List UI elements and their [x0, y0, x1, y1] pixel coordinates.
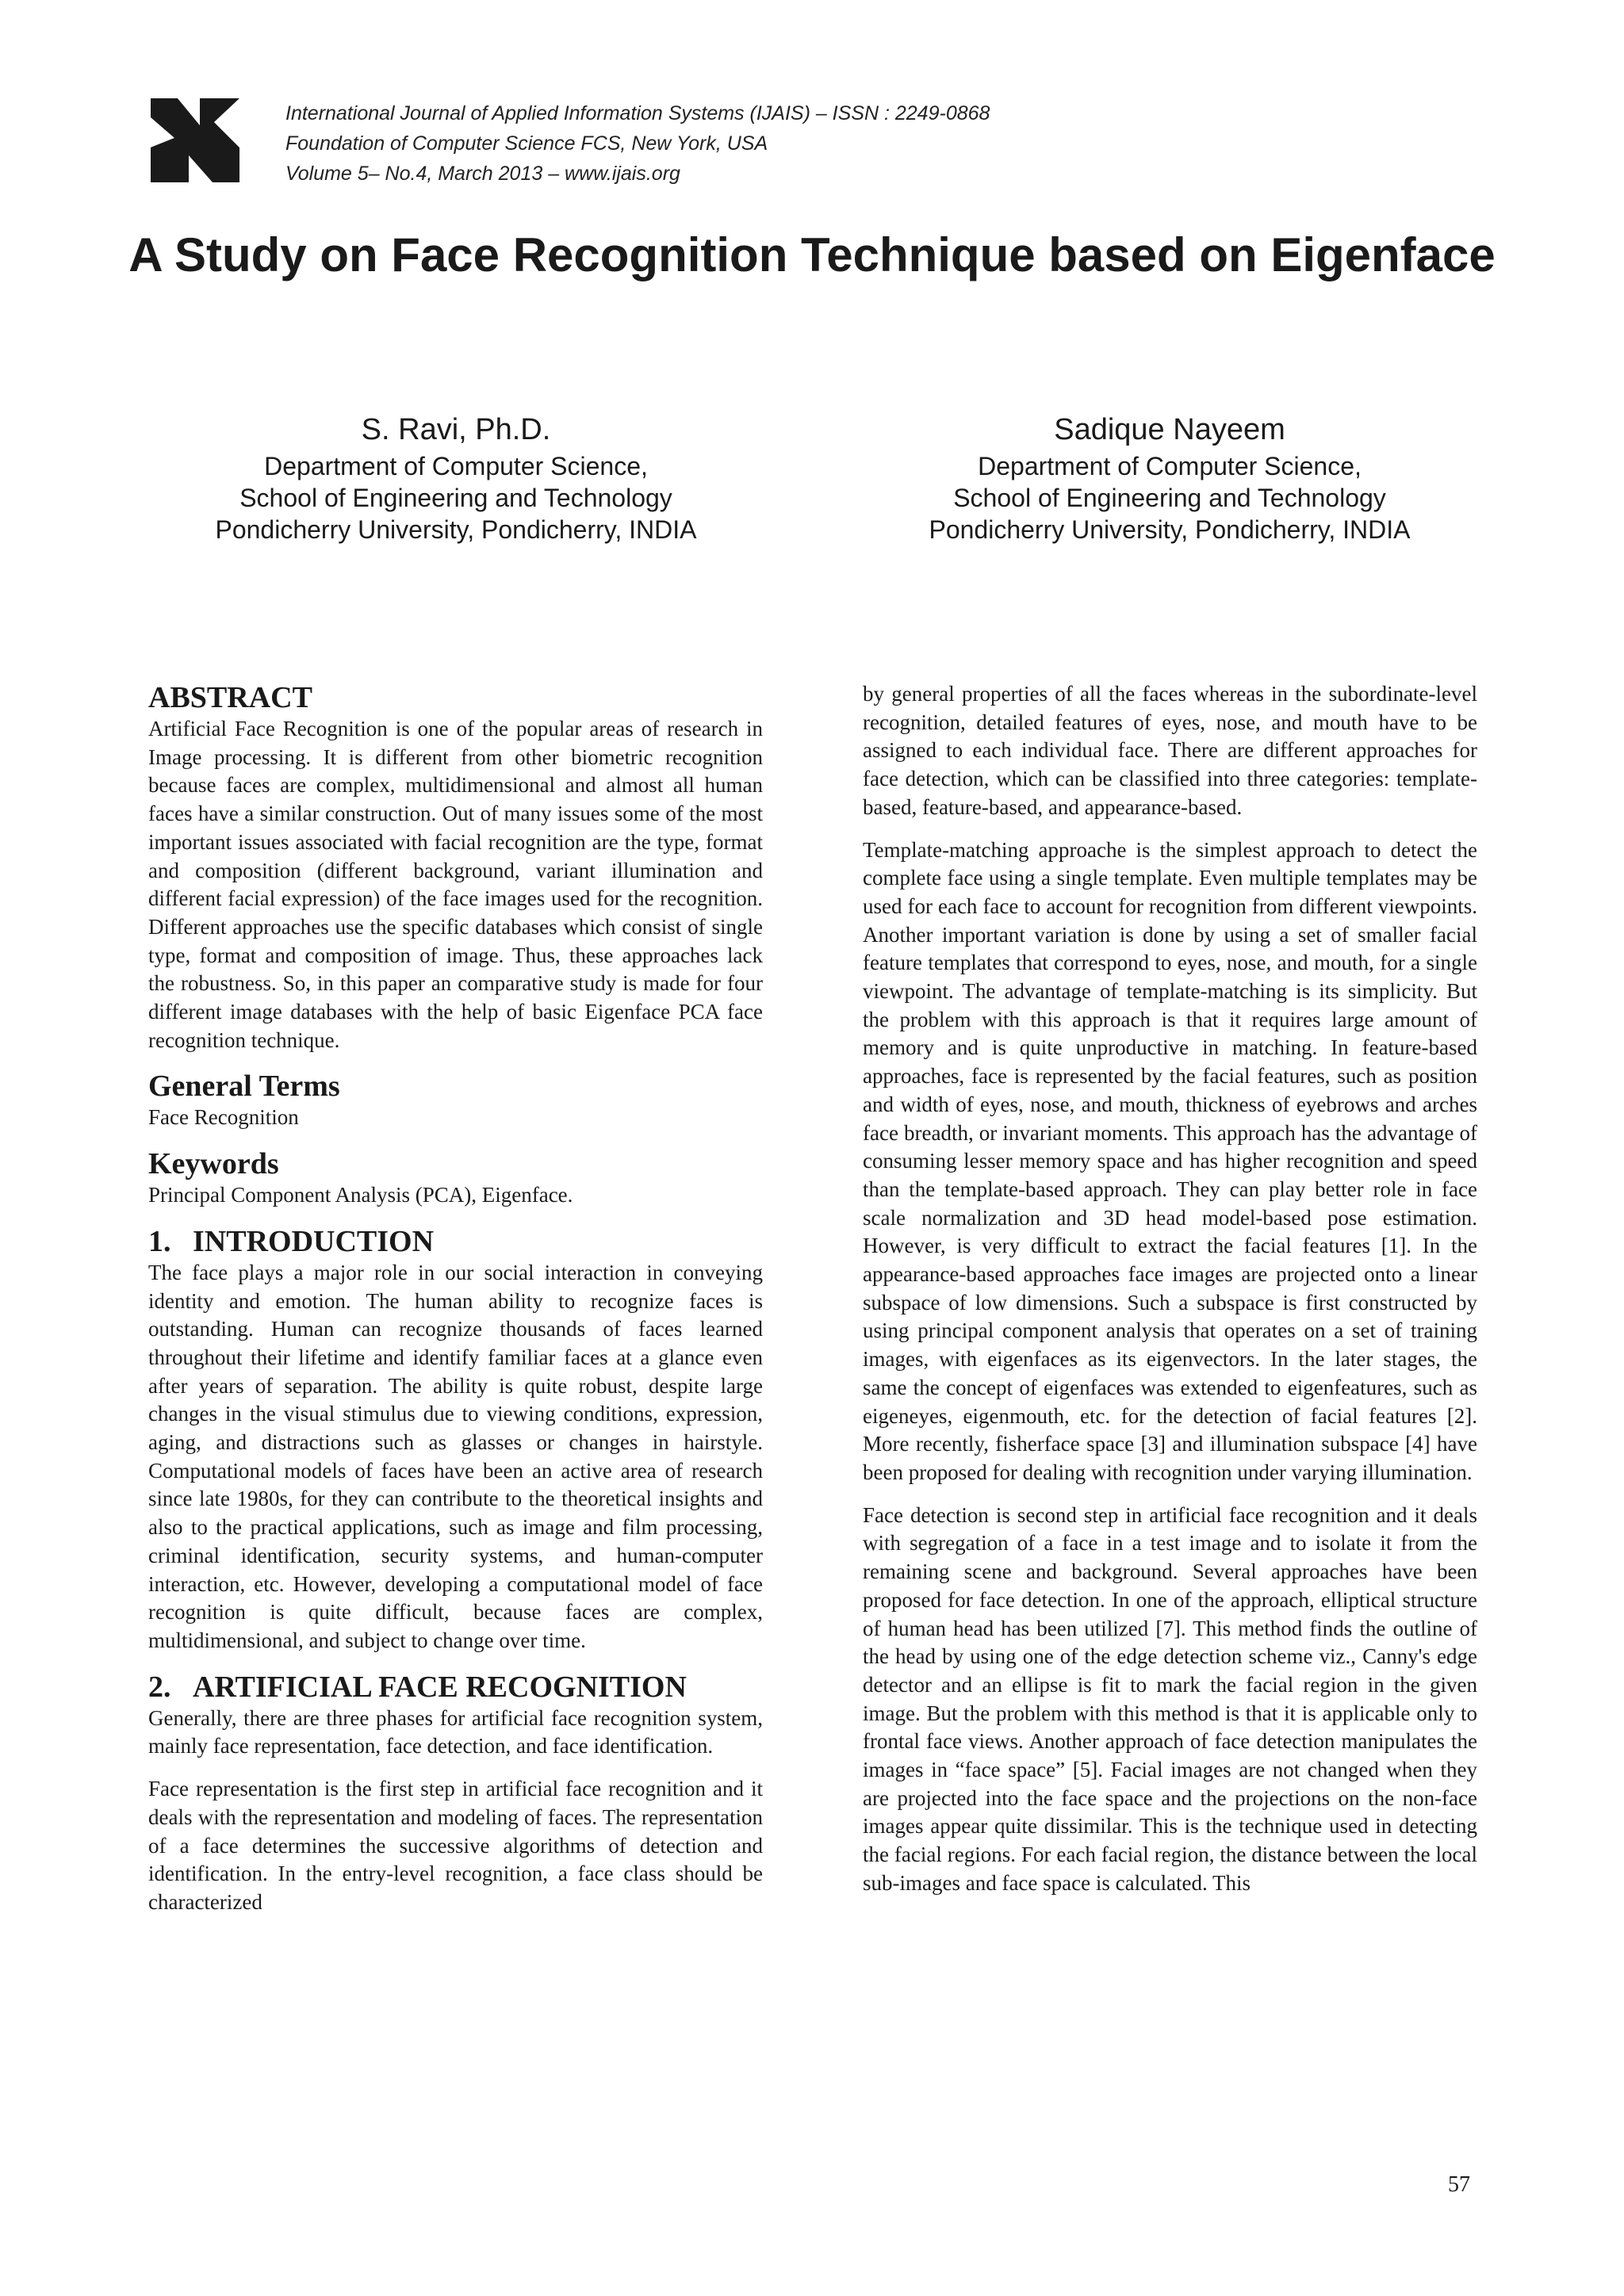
- abstract-text: Artificial Face Recognition is one of the popular areas of research in Image processing. It is different from other biometric recognition because faces are complex, multidimensional and almost all human faces have a similar construction. Out of many issues some of the most important issues associated with facial recognition are the type, format and composition (different background, variant illumination and different facial expression) of the face images used for the recognition. Different approaches use the specific databases which consist of single type, format and composition of image. Thus, these approaches lack the robustness. So, in this paper an comparative study is made for four different image databases with the help of basic Eigenface PCA face recognition technique.: [148, 717, 763, 1052]
- journal-header-line-1: International Journal of Applied Information Systems (IJAIS) – ISSN : 2249-0868: [285, 102, 990, 124]
- body-paragraph: by general properties of all the faces whereas in the subordinate-level recognition, detailed features of eyes, nose, and mouth have to be assigned to each individual face. There are different approaches for face detection, which can be classified into three categories: template-based, feature-based, and appearance-based.: [863, 682, 1477, 819]
- general-terms-heading: General Terms: [148, 1070, 340, 1104]
- author-department: Department of Computer Science,: [264, 452, 648, 480]
- section-title-text: ARTIFICIAL FACE RECOGNITION: [193, 1670, 687, 1704]
- author-school: School of Engineering and Technology: [953, 484, 1386, 512]
- page-number: 57: [1448, 2172, 1470, 2197]
- artificial-face-recognition-heading: [148, 1670, 763, 1705]
- ijais-logo-icon: [151, 98, 239, 182]
- keywords-heading: Keywords: [148, 1147, 279, 1181]
- body-paragraph: Template-matching approache is the simplest approach to detect the complete face using a single template. Even multiple templates may be used for each face to account for recognition from different viewpoints. Another important variation is done by using a set of smaller facial feature templates that correspond to eyes, nose, and mouth, for a single viewpoint. The advantage of template-matching is its simplicity. But the problem with this approach is that it requires large amount of memory and is quite unproductive in matching. In feature-based approaches, face is represented by the facial features, such as position and width of eyes, nose, and mouth, thickness of eyebrows and arches face breadth, or invariant moments. This approach has the advantage of consuming lesser memory space and has higher recognition and speed than the template-based approach. They can play better role in face scale normalization and 3D head model-based pose estimation. However, is very difficult to extract the facial features [1]. In the appearance-based approaches face images are projected onto a linear subspace of low dimensions. Such a subspace is first constructed by using principal component analysis that operates on a set of training images, with eigenfaces as its eigenvectors. In the later stages, the same the concept of eigenfaces was extended to eigenfeatures, such as eigeneyes, eigenmouth, etc. for the detection of facial features [2]. More recently, fisherface space [3] and illumination subspace [4] have been proposed for dealing with recognition under varying illumination.: [863, 837, 1477, 1484]
- author-department: Department of Computer Science,: [978, 452, 1362, 480]
- author-university: Pondicherry University, Pondicherry, INDIA: [929, 515, 1411, 544]
- introduction-heading: [148, 1224, 763, 1259]
- body-paragraph: Generally, there are three phases for artificial face recognition system, mainly face representation, face detection, and face identification.: [148, 1705, 763, 1758]
- author-block-1: [75, 409, 837, 545]
- keywords-text: Principal Component Analysis (PCA), Eigenface.: [148, 1183, 573, 1207]
- journal-header-line-3: Volume 5– No.4, March 2013 – www.ijais.org: [285, 163, 680, 185]
- abstract-heading: ABSTRACT: [148, 681, 312, 714]
- author-school: School of Engineering and Technology: [239, 484, 672, 512]
- author-university: Pondicherry University, Pondicherry, INDIA: [215, 515, 697, 544]
- journal-header-line-2: Foundation of Computer Science FCS, New York, USA: [285, 132, 768, 155]
- section-number: 2.: [148, 1670, 171, 1704]
- section-title-text: INTRODUCTION: [193, 1224, 435, 1258]
- body-paragraph: Face representation is the first step in artificial face recognition and it deals with the representation and modeling of faces. The representation of a face determines the successive algorithms of detection and identification. In the entry-level recognition, a face class should be characterized: [148, 1777, 763, 1914]
- right-column: [863, 680, 1477, 1898]
- left-column: [148, 680, 763, 1917]
- author-name: Sadique Nayeem: [1054, 413, 1285, 446]
- paper-title: A Study on Face Recognition Technique based on Eigenface: [128, 228, 1496, 281]
- general-terms-text: Face Recognition: [148, 1105, 299, 1130]
- author-name: S. Ravi, Ph.D.: [361, 413, 551, 446]
- body-paragraph: Face detection is second step in artificial face recognition and it deals with segregation of a face in a test image and to isolate it from the remaining scene and background. Several approaches have been proposed for face detection. In one of the approach, elliptical structure of human head has been utilized [7]. This method finds the outline of the head by using one of the edge detection scheme viz., Canny's edge detector and an ellipse is fit to mark the facial region in the given image. But the problem with this method is that it is applicable only to frontal face views. Another approach of face detection manipulates the images in “face space” [5]. Facial images are not changed when they are projected into the face space and the projections on the non-face images appear quite dissimilar. This is the technique used in detecting the facial regions. For each facial region, the distance between the local sub-images and face space is calculated. This: [863, 1502, 1477, 1895]
- section-number: 1.: [148, 1224, 171, 1258]
- author-block-2: [789, 409, 1550, 545]
- introduction-text: The face plays a major role in our social interaction in conveying identity and emotion. The human ability to recognize faces is outstanding. Human can recognize thousands of faces learned throughout their lifetime and identify familiar faces at a glance even after years of separation. The ability is quite robust, despite large changes in the visual stimulus due to viewing conditions, expression, aging, and distractions such as glasses or changes in hairstyle. Computational models of faces have been an active area of research since late 1980s, for they can contribute to the theoretical insights and also to the practical applications, such as image and film processing, criminal identification, security systems, and human-computer interaction, etc. However, developing a computational model of face recognition is quite difficult, because faces are complex, multidimensional, and subject to change over time.: [148, 1260, 763, 1652]
- journal-header: [285, 98, 990, 189]
